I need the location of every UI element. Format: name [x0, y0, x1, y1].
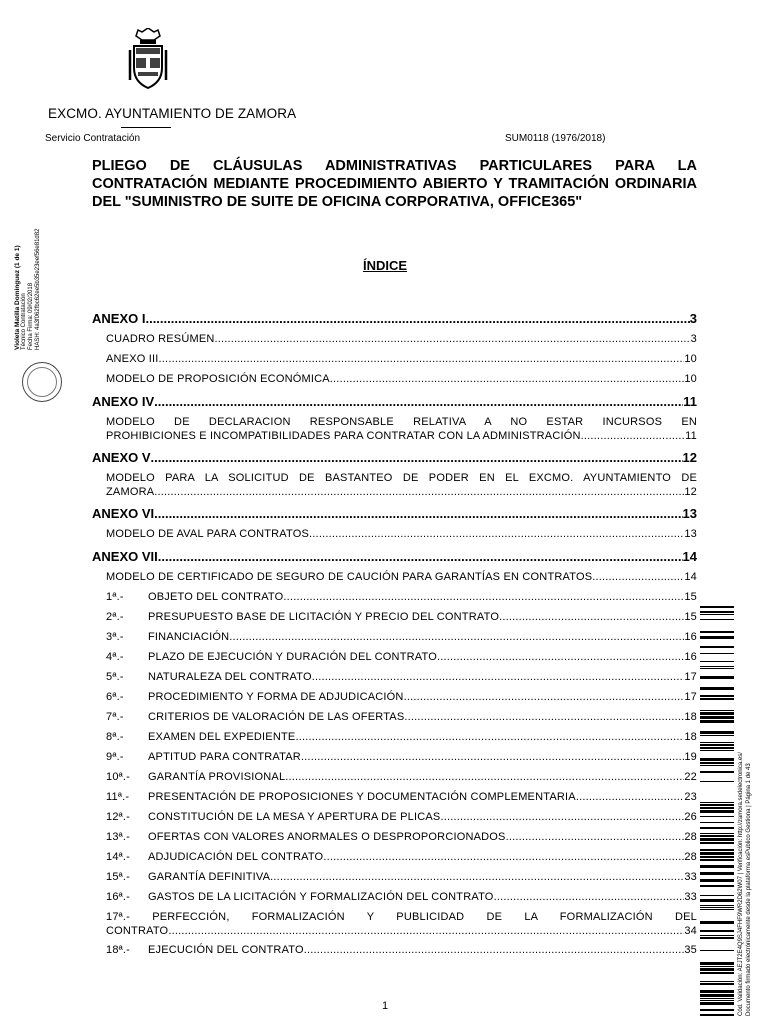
- signature-block: [14, 150, 64, 350]
- toc-leader: [404, 710, 684, 725]
- toc-entry-label-line-1: MODELO DE DECLARACION RESPONSABLE RELATIVA A NO ESTAR INCURSOS EN: [106, 416, 697, 428]
- header-divider: [121, 127, 171, 128]
- toc-entry[interactable]: [92, 352, 697, 367]
- toc-leader: [494, 890, 685, 905]
- toc-leader: [154, 394, 683, 410]
- table-of-contents: [92, 304, 697, 958]
- toc-clause-number: 6ª.-: [106, 691, 124, 703]
- toc-leader: [506, 830, 685, 845]
- barcode-icon: [700, 606, 734, 1016]
- toc-page-number: 22: [684, 771, 697, 783]
- toc-entry-label: OFERTAS CON VALORES ANORMALES O DESPROPORCIONADOS: [148, 831, 506, 843]
- toc-leader: [151, 450, 683, 466]
- toc-entry[interactable]: [92, 890, 697, 905]
- toc-entry-label: ANEXO III: [106, 353, 159, 365]
- toc-entry[interactable]: [92, 610, 697, 625]
- document-title: PLIEGO DE CLÁUSULAS ADMINISTRATIVAS PARTICULARES PARA LA CONTRATACIÓN MEDIANTE PROCEDIMIENTO ABIERTO Y TRAMITACIÓN ORDINARIA DEL "SUMINISTRO DE SUITE DE OFICINA CORPORATIVA, OFFICE365": [92, 158, 697, 210]
- toc-page-number: 34: [684, 925, 697, 937]
- toc-leader: [312, 670, 685, 685]
- toc-entry[interactable]: [92, 549, 697, 565]
- toc-leader: [404, 690, 685, 705]
- toc-page-number: 11: [685, 430, 697, 442]
- toc-clause-number: 2ª.-: [106, 611, 124, 623]
- toc-leader: [168, 924, 684, 938]
- coat-of-arms-icon: [128, 28, 168, 92]
- toc-entry-label: ANEXO V: [92, 450, 151, 465]
- toc-clause-number: 11ª.-: [106, 791, 130, 803]
- toc-clause-number: 5ª.-: [106, 671, 124, 683]
- toc-page-number: 33: [684, 871, 697, 883]
- toc-page-number: 18: [684, 731, 697, 743]
- toc-entry-label: ADJUDICACIÓN DEL CONTRATO: [148, 851, 324, 863]
- toc-entry-label: ANEXO VI: [92, 506, 155, 521]
- toc-page-number: 16: [684, 651, 697, 663]
- toc-entry[interactable]: [92, 790, 697, 805]
- toc-entry-label: PRESUPUESTO BASE DE LICITACIÓN Y PRECIO DEL CONTRATO: [148, 611, 500, 623]
- department-label: Servicio Contratación: [45, 133, 141, 144]
- toc-entry-label: EJECUCIÓN DEL CONTRATO: [148, 944, 304, 956]
- document-reference: SUM0118 (1976/2018): [505, 133, 606, 144]
- toc-page-number: 13: [682, 506, 697, 521]
- page-number: 1: [381, 1000, 389, 1012]
- signature-date: Fecha Firma: 09/02/2018: [28, 282, 34, 350]
- toc-entry[interactable]: [92, 870, 697, 885]
- toc-entry[interactable]: [92, 527, 697, 542]
- toc-entry-label: PROCEDIMIENTO Y FORMA DE ADJUDICACIÓN: [148, 691, 404, 703]
- toc-leader: [499, 610, 684, 625]
- verification-line-2: Documento firmado electrónicamente desde la plataforma esPublico Gestiona | Página 1 de 43: [746, 763, 752, 1016]
- index-heading: ÍNDICE: [362, 258, 408, 273]
- seal-stamp-icon: [22, 362, 62, 402]
- toc-page-number: 12: [682, 450, 697, 465]
- toc-page-number: 3: [690, 333, 697, 345]
- toc-page-number: 19: [684, 751, 697, 763]
- toc-entry-label: CRITERIOS DE VALORACIÓN DE LAS OFERTAS: [148, 711, 405, 723]
- toc-entry-label: ANEXO I: [92, 311, 146, 326]
- toc-entry[interactable]: [92, 630, 697, 645]
- toc-page-number: 15: [684, 591, 697, 603]
- toc-clause-number: 10ª.-: [106, 771, 131, 783]
- toc-entry-label: ANEXO VII: [92, 549, 158, 564]
- toc-entry[interactable]: [92, 943, 697, 958]
- toc-entry-label: FINANCIACIÓN: [148, 631, 230, 643]
- toc-leader: [437, 650, 684, 665]
- toc-entry[interactable]: [92, 590, 697, 605]
- toc-entry[interactable]: [92, 750, 697, 765]
- verification-text: [737, 606, 753, 1016]
- toc-entry[interactable]: [92, 450, 697, 466]
- signer-name: Violeta Matilla Dominguez (1 de 1): [14, 245, 21, 350]
- toc-leader: [285, 770, 684, 785]
- toc-leader: [309, 527, 684, 542]
- toc-entry-label: MODELO DE AVAL PARA CONTRATOS: [106, 528, 310, 540]
- toc-leader: [159, 352, 685, 367]
- toc-entry[interactable]: [92, 650, 697, 665]
- toc-entry-label: APTITUD PARA CONTRATAR: [148, 751, 301, 763]
- toc-entry-label: MODELO DE PROPOSICIÓN ECONÓMICA: [106, 373, 330, 385]
- toc-entry[interactable]: [92, 670, 697, 685]
- toc-leader: [270, 870, 684, 885]
- toc-clause-number: 7ª.-: [106, 711, 124, 723]
- toc-page-number: 11: [683, 394, 697, 409]
- toc-entry[interactable]: [92, 415, 697, 443]
- toc-leader: [229, 630, 684, 645]
- toc-page-number: 17: [684, 671, 697, 683]
- toc-entry[interactable]: [92, 910, 697, 938]
- toc-leader: [592, 570, 684, 585]
- toc-clause-number: 12ª.-: [106, 811, 131, 823]
- toc-entry[interactable]: [92, 394, 697, 410]
- toc-clause-number: 16ª.-: [106, 891, 131, 903]
- toc-entry-label-line-2: CONTRATO: [106, 925, 169, 937]
- toc-entry-label-line-1: 17ª.- PERFECCIÓN, FORMALIZACIÓN Y PUBLICIDAD DE LA FORMALIZACIÓN DEL: [106, 911, 697, 923]
- toc-page-number: 14: [684, 571, 697, 583]
- toc-page-number: 18: [684, 711, 697, 723]
- toc-leader: [581, 429, 686, 443]
- toc-leader: [158, 549, 683, 565]
- toc-clause-number: 1ª.-: [106, 591, 124, 603]
- toc-entry[interactable]: [92, 690, 697, 705]
- toc-leader: [576, 790, 685, 805]
- toc-leader: [145, 311, 689, 327]
- toc-leader: [330, 372, 685, 387]
- toc-entry-label: EXAMEN DEL EXPEDIENTE: [148, 731, 296, 743]
- toc-clause-number: 4ª.-: [106, 651, 124, 663]
- toc-page-number: 3: [689, 311, 697, 326]
- toc-page-number: 10: [684, 353, 697, 365]
- toc-leader: [154, 506, 682, 522]
- toc-entry[interactable]: [92, 372, 697, 387]
- toc-entry-label: PLAZO DE EJECUCIÓN Y DURACIÓN DEL CONTRATO: [148, 651, 437, 663]
- toc-entry[interactable]: [92, 850, 697, 865]
- toc-page-number: 26: [684, 811, 697, 823]
- toc-clause-number: 3ª.-: [106, 631, 124, 643]
- toc-entry[interactable]: [92, 810, 697, 825]
- toc-leader: [215, 332, 691, 347]
- toc-page-number: 28: [684, 851, 697, 863]
- toc-page-number: 23: [684, 791, 697, 803]
- toc-page-number: 33: [684, 891, 697, 903]
- toc-entry-label: CUADRO RESÚMEN: [106, 333, 215, 345]
- toc-leader: [304, 943, 685, 958]
- toc-clause-number: 8ª.-: [106, 731, 124, 743]
- toc-page-number: 13: [684, 528, 697, 540]
- toc-entry[interactable]: [92, 311, 697, 327]
- toc-entry[interactable]: [92, 506, 697, 522]
- toc-entry-label: NATURALEZA DEL CONTRATO: [148, 671, 312, 683]
- toc-entry[interactable]: [92, 710, 697, 725]
- toc-page-number: 12: [684, 486, 697, 498]
- toc-leader: [283, 590, 684, 605]
- toc-entry-label: CONSTITUCIÓN DE LA MESA Y APERTURA DE PLICAS: [148, 811, 441, 823]
- toc-leader: [154, 485, 684, 499]
- toc-entry-label: MODELO DE CERTIFICADO DE SEGURO DE CAUCIÓN PARA GARANTÍAS EN CONTRATOS: [106, 571, 593, 583]
- toc-entry-label-line-2: ZAMORA: [106, 486, 155, 498]
- toc-page-number: 35: [684, 944, 697, 956]
- toc-clause-number: 14ª.-: [106, 851, 131, 863]
- toc-page-number: 14: [682, 549, 697, 564]
- toc-entry[interactable]: [92, 730, 697, 745]
- toc-page-number: 15: [684, 611, 697, 623]
- toc-clause-number: 15ª.-: [106, 871, 131, 883]
- toc-entry[interactable]: [92, 332, 697, 347]
- toc-entry[interactable]: [92, 770, 697, 785]
- toc-entry-label: ANEXO IV: [92, 394, 155, 409]
- toc-leader: [295, 730, 684, 745]
- toc-entry[interactable]: [92, 471, 697, 499]
- organization-name: EXCMO. AYUNTAMIENTO DE ZAMORA: [48, 106, 297, 121]
- toc-clause-number: 9ª.-: [106, 751, 124, 763]
- toc-entry-label: OBJETO DEL CONTRATO: [148, 591, 284, 603]
- toc-entry-label-line-1: MODELO PARA LA SOLICITUD DE BASTANTEO DE PODER EN EL EXCMO. AYUNTAMIENTO DE: [106, 472, 697, 484]
- toc-entry-label: GARANTÍA PROVISIONAL: [148, 771, 286, 783]
- toc-page-number: 16: [684, 631, 697, 643]
- toc-leader: [440, 810, 684, 825]
- toc-page-number: 17: [684, 691, 697, 703]
- toc-clause-number: 13ª.-: [106, 831, 131, 843]
- toc-leader: [323, 850, 684, 865]
- toc-leader: [301, 750, 684, 765]
- toc-entry-label: PRESENTACIÓN DE PROPOSICIONES Y DOCUMENTACIÓN COMPLEMENTARIA: [148, 791, 576, 803]
- toc-entry-label: GARANTÍA DEFINITIVA: [148, 871, 271, 883]
- toc-entry[interactable]: [92, 570, 697, 585]
- toc-page-number: 28: [684, 831, 697, 843]
- toc-clause-number: 18ª.-: [106, 944, 131, 956]
- signature-hash: HASH: 4a3f062fbc62ee5b35e23eef56e81d82: [35, 228, 41, 350]
- toc-entry[interactable]: [92, 830, 697, 845]
- toc-entry-label-line-2: PROHIBICIONES E INCOMPATIBILIDADES PARA CONTRATAR CON LA ADMINISTRACIÓN: [106, 430, 581, 442]
- signer-role: Técnico Contratación: [21, 293, 27, 350]
- toc-entry-label: GASTOS DE LA LICITACIÓN Y FORMALIZACIÓN DEL CONTRATO: [148, 891, 494, 903]
- verification-line-1: Cód. Validación: AEJT2E4Q9SJ4FHF9WR2D62W07 | Verificación: http://zamora.sedelectronica.es/: [738, 752, 744, 1016]
- toc-page-number: 10: [684, 373, 697, 385]
